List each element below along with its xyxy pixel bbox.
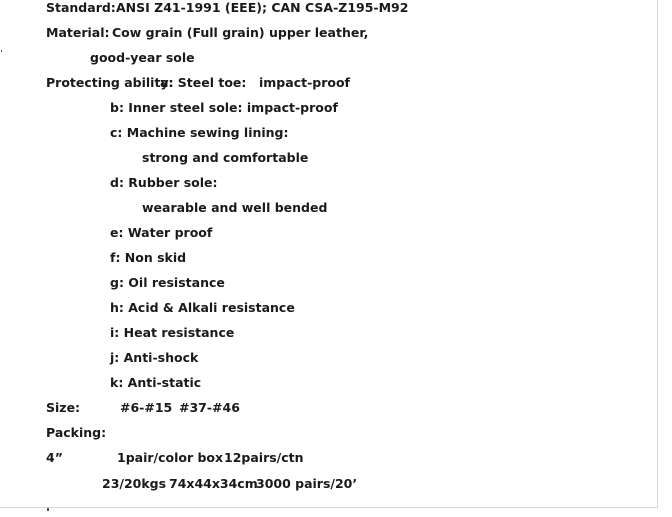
comma-mark	[47, 508, 49, 511]
protecting-item-g: g: Oil resistance	[110, 275, 225, 290]
protecting-item-a-extra: impact-proof	[259, 75, 350, 90]
packing-dimensions: 74x44x34cm	[169, 476, 258, 491]
protecting-item-e: e: Water proof	[110, 225, 213, 240]
standard-value: ANSI Z41-1991 (EEE); CAN CSA-Z195-M92	[116, 0, 409, 15]
size-range-eu: #37-#46	[179, 400, 240, 415]
margin-mark	[1, 50, 2, 52]
packing-container: 3000 pairs/20’	[256, 476, 358, 491]
protecting-item-c-continuation: strong and comfortable	[142, 150, 309, 165]
protecting-item-d: d: Rubber sole:	[110, 175, 218, 190]
protecting-item-a: a: Steel toe:	[160, 75, 247, 90]
material-label: Material:	[46, 25, 110, 40]
protecting-item-d-continuation: wearable and well bended	[142, 200, 328, 215]
protecting-item-c: c: Machine sewing lining:	[110, 125, 289, 140]
material-continuation: good-year sole	[90, 50, 195, 65]
protecting-item-f: f: Non skid	[110, 250, 187, 265]
packing-per-carton: 12pairs/ctn	[224, 450, 304, 465]
packing-per-box: 1pair/color box	[117, 450, 224, 465]
bottom-border	[0, 507, 658, 508]
material-value: Cow grain (Full grain) upper leather,	[112, 25, 369, 40]
protecting-item-i: i: Heat resistance	[110, 325, 235, 340]
protecting-label: Protecting ability:	[46, 75, 174, 90]
right-border	[657, 0, 658, 508]
protecting-item-b: b: Inner steel sole: impact-proof	[110, 100, 338, 115]
packing-weight: 23/20kgs	[102, 476, 167, 491]
standard-label: Standard:	[46, 0, 116, 15]
protecting-item-k: k: Anti-static	[110, 375, 202, 390]
size-range-us: #6-#15	[120, 400, 173, 415]
packing-height: 4”	[46, 450, 63, 465]
packing-label: Packing:	[46, 425, 107, 440]
protecting-item-j: j: Anti-shock	[110, 350, 199, 365]
protecting-item-h: h: Acid & Alkali resistance	[110, 300, 295, 315]
size-label: Size:	[46, 400, 81, 415]
